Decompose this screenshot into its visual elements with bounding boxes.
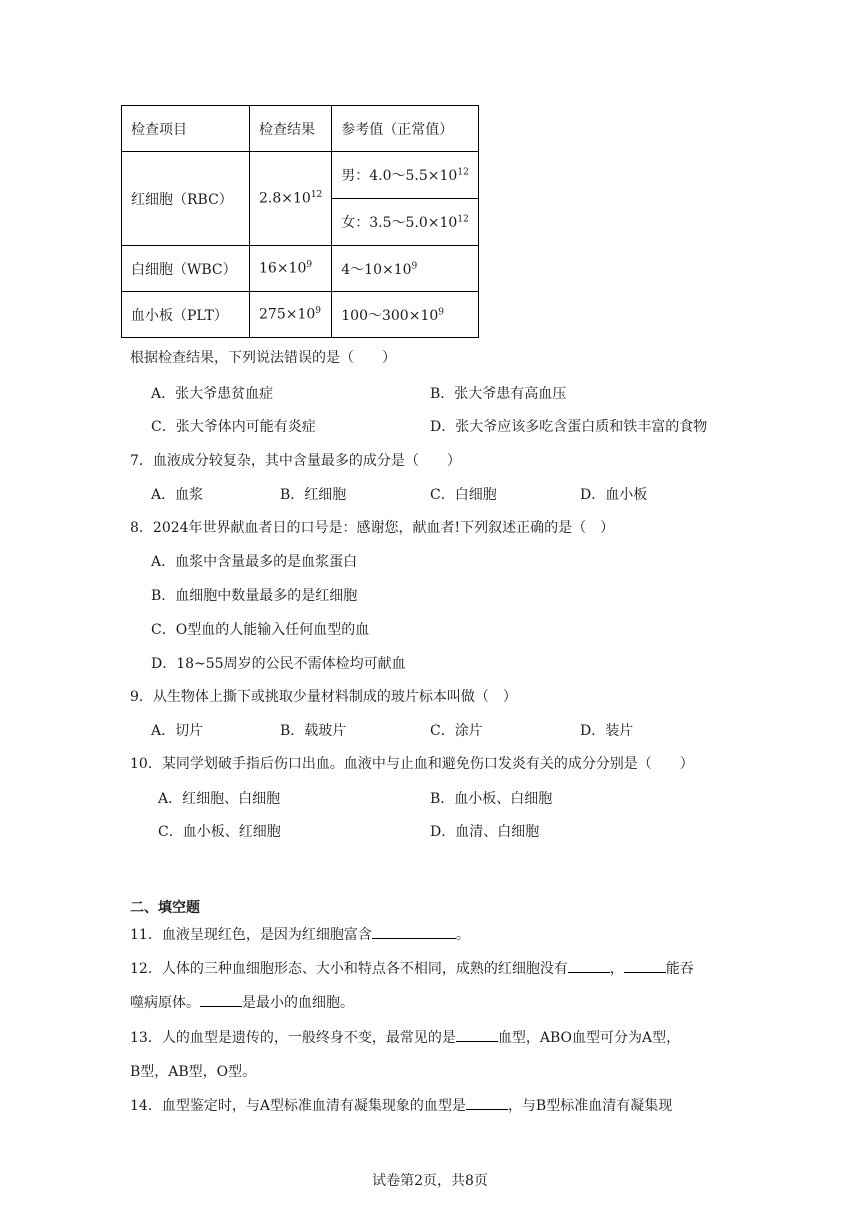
- option-d[interactable]: D．血清、白细胞: [430, 824, 540, 840]
- answer-blank[interactable]: [624, 958, 666, 973]
- table-header-cell: 检查项目: [122, 106, 250, 152]
- table-cell-item: 白细胞（WBC）: [122, 246, 250, 292]
- option-c[interactable]: C．白细胞: [430, 487, 497, 503]
- section-title: 二、填空题: [130, 900, 200, 916]
- option-d[interactable]: D．装片: [580, 723, 634, 739]
- table-cell-item: 红细胞（RBC）: [122, 152, 250, 246]
- option-b[interactable]: B．血细胞中数量最多的是红细胞: [151, 588, 358, 604]
- option-a[interactable]: A．红细胞、白细胞: [158, 791, 281, 807]
- fill-question: 12．人体的三种血细胞形态、大小和特点各不相同，成熟的红细胞没有 ， 能吞: [130, 958, 694, 978]
- option-c[interactable]: C．血小板、红细胞: [158, 824, 281, 840]
- question-stem: 根据检查结果，下列说法错误的是（ ）: [130, 350, 396, 366]
- table-row: [122, 246, 479, 292]
- option-c[interactable]: C．O型血的人能输入任何血型的血: [151, 622, 370, 638]
- option-d[interactable]: D．张大爷应该多吃含蛋白质和铁丰富的食物: [430, 419, 708, 435]
- fill-question: 11．血液呈现红色，是因为红细胞富含 。: [130, 924, 470, 944]
- question-stem: 9．从生物体上撕下或挑取少量材料制成的玻片标本叫做（ ）: [130, 689, 517, 705]
- answer-blank[interactable]: [568, 958, 610, 973]
- option-a[interactable]: A．张大爷患贫血症: [151, 386, 274, 402]
- table-row: [122, 292, 479, 338]
- fill-question: 13．人的血型是遗传的，一般终身不变，最常见的是 血型，ABO血型可分为A型，: [130, 1027, 680, 1047]
- option-b[interactable]: B．血小板、白细胞: [430, 791, 553, 807]
- option-b[interactable]: B．张大爷患有高血压: [430, 386, 567, 402]
- table-cell-item: 血小板（PLT）: [122, 292, 250, 338]
- question-stem: 7．血液成分较复杂，其中含量最多的成分是（ ）: [130, 453, 461, 469]
- table-cell-ref-male: 男：$4.0\sim 5.5\times 10^{12}$: [332, 152, 479, 199]
- option-d[interactable]: D．18~55周岁的公民不需体检均可献血: [151, 656, 406, 672]
- table-header-cell: 检查结果: [250, 106, 332, 152]
- answer-blank[interactable]: [200, 992, 242, 1007]
- answer-blank[interactable]: [372, 924, 456, 939]
- option-a[interactable]: A．血浆: [151, 487, 204, 503]
- question-stem: 10．某同学划破手指后伤口出血。血液中与止血和避免伤口发炎有关的成分分别是（ ）: [130, 756, 694, 772]
- fill-question-cont: 噬病原体。 是最小的血细胞。: [130, 992, 354, 1012]
- fill-question: 14．血型鉴定时，与A型标准血清有凝集现象的血型是 ，与B型标准血清有凝集现: [130, 1095, 672, 1115]
- table-header-row: [122, 106, 479, 152]
- option-a[interactable]: A．切片: [151, 723, 204, 739]
- page-footer: 试卷第2页，共8页: [372, 1173, 488, 1189]
- table-cell-result: $2.8\times 10^{12}$: [250, 152, 332, 246]
- answer-blank[interactable]: [456, 1027, 498, 1042]
- table-cell-ref: $100\sim 300\times 10^9$: [332, 292, 479, 338]
- option-a[interactable]: A．血浆中含量最多的是血浆蛋白: [151, 554, 358, 570]
- table-row: [122, 152, 479, 199]
- answer-blank[interactable]: [466, 1095, 508, 1110]
- blood-test-table: [121, 105, 479, 338]
- table-cell-result: $275\times 10^9$: [250, 292, 332, 338]
- option-b[interactable]: B．载玻片: [280, 723, 347, 739]
- table-cell-result: $16\times 10^9$: [250, 246, 332, 292]
- option-d[interactable]: D．血小板: [580, 487, 648, 503]
- fill-question-cont: B型，AB型，O型。: [130, 1064, 257, 1080]
- option-c[interactable]: C．张大爷体内可能有炎症: [151, 419, 316, 435]
- table-cell-ref: $4\sim 10\times 10^9$: [332, 246, 479, 292]
- table-header-cell: 参考值（正常值）: [332, 106, 479, 152]
- table-cell-ref-female: 女：$3.5\sim 5.0\times 10^{12}$: [332, 199, 479, 246]
- option-b[interactable]: B．红细胞: [280, 487, 347, 503]
- option-c[interactable]: C．涂片: [430, 723, 483, 739]
- question-stem: 8．2024年世界献血者日的口号是：感谢您，献血者!下列叙述正确的是（ ）: [130, 520, 615, 536]
